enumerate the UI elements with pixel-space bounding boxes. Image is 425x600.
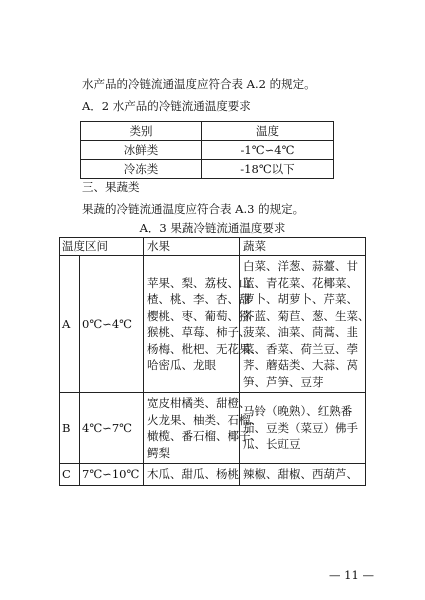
fruit-line: 鳄梨 bbox=[147, 445, 170, 460]
cell-fruit bbox=[144, 256, 262, 393]
veg-line: 芥蓝、菊苣、葱、生菜、 bbox=[243, 308, 370, 323]
veg-line: 笋、芦笋、豆芽 bbox=[243, 374, 324, 389]
veg-line: 瓜、长豇豆 bbox=[243, 437, 301, 452]
veg-line: 白菜、洋葱、蒜薹、甘 bbox=[243, 259, 358, 273]
table-row bbox=[60, 256, 366, 393]
table-header-row bbox=[60, 238, 366, 256]
fruit-line: 宽皮柑橘类、甜橙、 bbox=[147, 396, 251, 410]
table-row bbox=[60, 464, 366, 486]
cell-grade: B bbox=[60, 393, 80, 464]
header-category: 类别 bbox=[81, 122, 202, 141]
paragraph-fishery-intro: 水产品的冷链流通温度应符合表 A.2 的规定。 bbox=[82, 77, 316, 91]
header-temp-range: 温度区间 bbox=[60, 238, 144, 256]
cell-temperature: -18℃以下 bbox=[202, 160, 334, 179]
fruit-line: 杨梅、枇杷、无花果、 bbox=[147, 341, 262, 356]
paragraph-fruits-vegetables-intro: 果蔬的冷链流通温度应符合表 A.3 的规定。 bbox=[82, 202, 305, 216]
cell-vegetable bbox=[240, 393, 366, 464]
veg-line: 菜、香菜、荷兰豆、荸 bbox=[243, 341, 358, 356]
cell-temp-range: 0℃∽4℃ bbox=[80, 256, 144, 393]
fruit-line: 哈密瓜、龙眼 bbox=[147, 358, 216, 372]
page-number: — 11 — bbox=[329, 568, 374, 582]
fruit-line: 火龙果、柚类、石榴、 bbox=[147, 412, 262, 427]
cell-temp-range: 4℃∽7℃ bbox=[80, 393, 144, 464]
cell-category: 冷冻类 bbox=[81, 160, 202, 179]
veg-line: 马铃（晚熟）、红熟番 bbox=[243, 404, 353, 419]
table-row bbox=[60, 393, 366, 464]
veg-line: 萝卜、胡萝卜、芹菜、 bbox=[243, 292, 358, 306]
cell-temp-range: 7℃∽10℃ bbox=[80, 464, 144, 486]
cell-temperature: -1℃∽4℃ bbox=[202, 141, 334, 160]
fruit-line: 楂、桃、李、杏、甜 bbox=[147, 292, 251, 306]
veg-line: 茄、豆类（菜豆）佛手 bbox=[243, 420, 358, 435]
fruit-line: 猴桃、草莓、柿子、 bbox=[147, 325, 251, 339]
table-row bbox=[81, 141, 334, 160]
table-a3-caption: A．3 果蔬冷链流通温度要求 bbox=[139, 221, 286, 235]
fruit-line: 橄榄、番石榴、椰子、 bbox=[147, 429, 262, 443]
veg-line: 菠菜、油菜、茼蒿、韭 bbox=[243, 325, 358, 339]
section-heading-fruits-vegetables: 三、果蔬类 bbox=[82, 180, 140, 194]
cell-fruit bbox=[144, 393, 262, 464]
veg-line: 蓝、青花菜、花椰菜、 bbox=[243, 275, 358, 290]
cell-vegetable bbox=[240, 464, 366, 486]
cell-category: 冰鲜类 bbox=[81, 141, 202, 160]
cell-vegetable bbox=[240, 256, 370, 393]
veg-line: 荠、蘑菇类、大蒜、莴 bbox=[243, 358, 358, 372]
fruit-line: 木瓜、甜瓜、杨桃 bbox=[147, 467, 239, 481]
cell-fruit bbox=[144, 464, 240, 486]
table-a2 bbox=[80, 121, 334, 179]
fruit-line: 苹果、梨、荔枝、山 bbox=[147, 275, 251, 290]
fruit-line: 樱桃、枣、葡萄、猕 bbox=[147, 308, 251, 323]
cell-grade: A bbox=[60, 256, 80, 393]
table-a2-caption: A．2 水产品的冷链流通温度要求 bbox=[82, 99, 251, 113]
header-fruit: 水果 bbox=[144, 238, 240, 256]
header-temperature: 温度 bbox=[202, 122, 334, 141]
table-header-row bbox=[81, 122, 334, 141]
table-row bbox=[81, 160, 334, 179]
header-vegetable: 蔬菜 bbox=[240, 238, 366, 256]
table-a3 bbox=[59, 237, 370, 486]
cell-grade: C bbox=[60, 464, 80, 486]
veg-line: 辣椒、甜椒、西葫芦、 bbox=[243, 467, 358, 481]
